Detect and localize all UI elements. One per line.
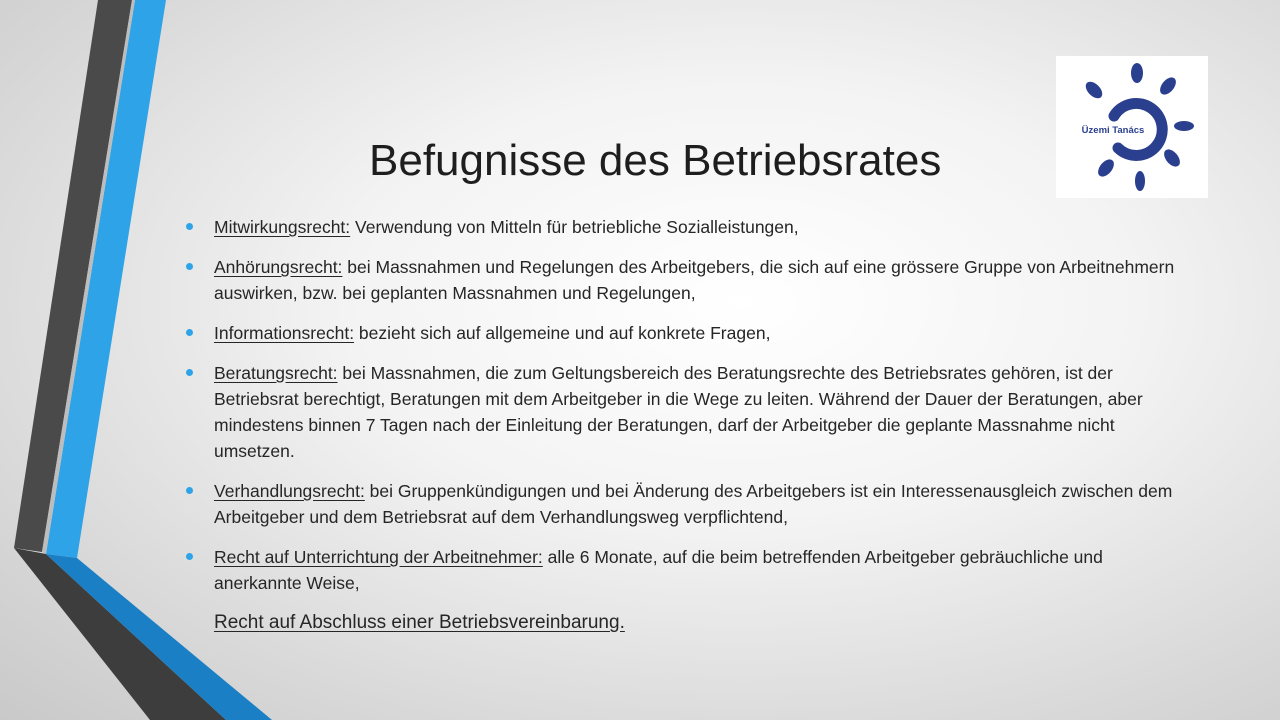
slide-title: Befugnisse des Betriebsrates bbox=[369, 136, 942, 185]
logo-text: Üzemi Tanács bbox=[1081, 125, 1145, 136]
bullet-term: Informationsrecht: bbox=[214, 323, 355, 343]
bullet-item-betriebsvereinbarung bbox=[186, 610, 1186, 636]
bullet-text: bei Massnahmen und Regelungen des Arbeitgebers, die sich auf eine grössere Gruppe von Arbeitnehmern auswirken, bzw. bei geplanten Massnahmen und Regelungen, bbox=[214, 257, 1175, 303]
bullet-text: bei Gruppenkündigungen und bei Änderung des Arbeitgebers ist ein Interessenausgleich zwischen dem Arbeitgeber und dem Betriebsrat auf dem Verhandlungsweg verpflichtend, bbox=[214, 481, 1173, 527]
bullet-item-anhoerungsrecht bbox=[186, 254, 1186, 306]
bullet-term: Recht auf Abschluss einer Betriebsvereinbarung. bbox=[214, 612, 625, 633]
bullet-item-verhandlungsrecht bbox=[186, 478, 1186, 530]
bullet-dot bbox=[186, 369, 193, 376]
bullet-item-informationsrecht bbox=[186, 320, 1186, 346]
bullet-dot bbox=[186, 329, 193, 336]
bullet-item-beratungsrecht bbox=[186, 360, 1186, 464]
bullet-list bbox=[186, 214, 1186, 650]
bullet-dot bbox=[186, 487, 193, 494]
bullet-text: Verwendung von Mitteln für betriebliche Sozialleistungen, bbox=[350, 217, 799, 237]
bullet-dot bbox=[186, 223, 193, 230]
bullet-term: Anhörungsrecht: bbox=[214, 257, 343, 277]
bullet-term: Verhandlungsrecht: bbox=[214, 481, 365, 501]
bullet-term: Beratungsrecht: bbox=[214, 363, 338, 383]
bullet-text: bezieht sich auf allgemeine und auf konkrete Fragen, bbox=[354, 323, 771, 343]
bullet-text: alle 6 Monate, auf die beim betreffenden Arbeitgeber gebräuchliche und anerkannte Weise, bbox=[214, 547, 1103, 593]
bullet-dot bbox=[186, 553, 193, 560]
bullet-item-mitwirkungsrecht bbox=[186, 214, 1186, 240]
logo bbox=[1056, 56, 1208, 198]
bullet-term: Recht auf Unterrichtung der Arbeitnehmer: bbox=[214, 547, 543, 567]
bullet-item-unterrichtung bbox=[186, 544, 1186, 596]
bullet-text: bei Massnahmen, die zum Geltungsbereich des Beratungsrechte des Betriebsrates gehören, ist der Betriebsrat berechtigt, Beratungen mit dem Arbeitgeber in die Wege zu leiten. Während der Dauer der Beratungen, aber mindestens binnen 7 Tagen nach der Einleitung der Beratungen, darf der Arbeitgeber die geplante Massnahme nicht umsetzen. bbox=[214, 363, 1143, 461]
sun-logo-icon bbox=[1056, 56, 1208, 198]
bullet-term: Mitwirkungsrecht: bbox=[214, 217, 351, 237]
bullet-dot bbox=[186, 263, 193, 270]
